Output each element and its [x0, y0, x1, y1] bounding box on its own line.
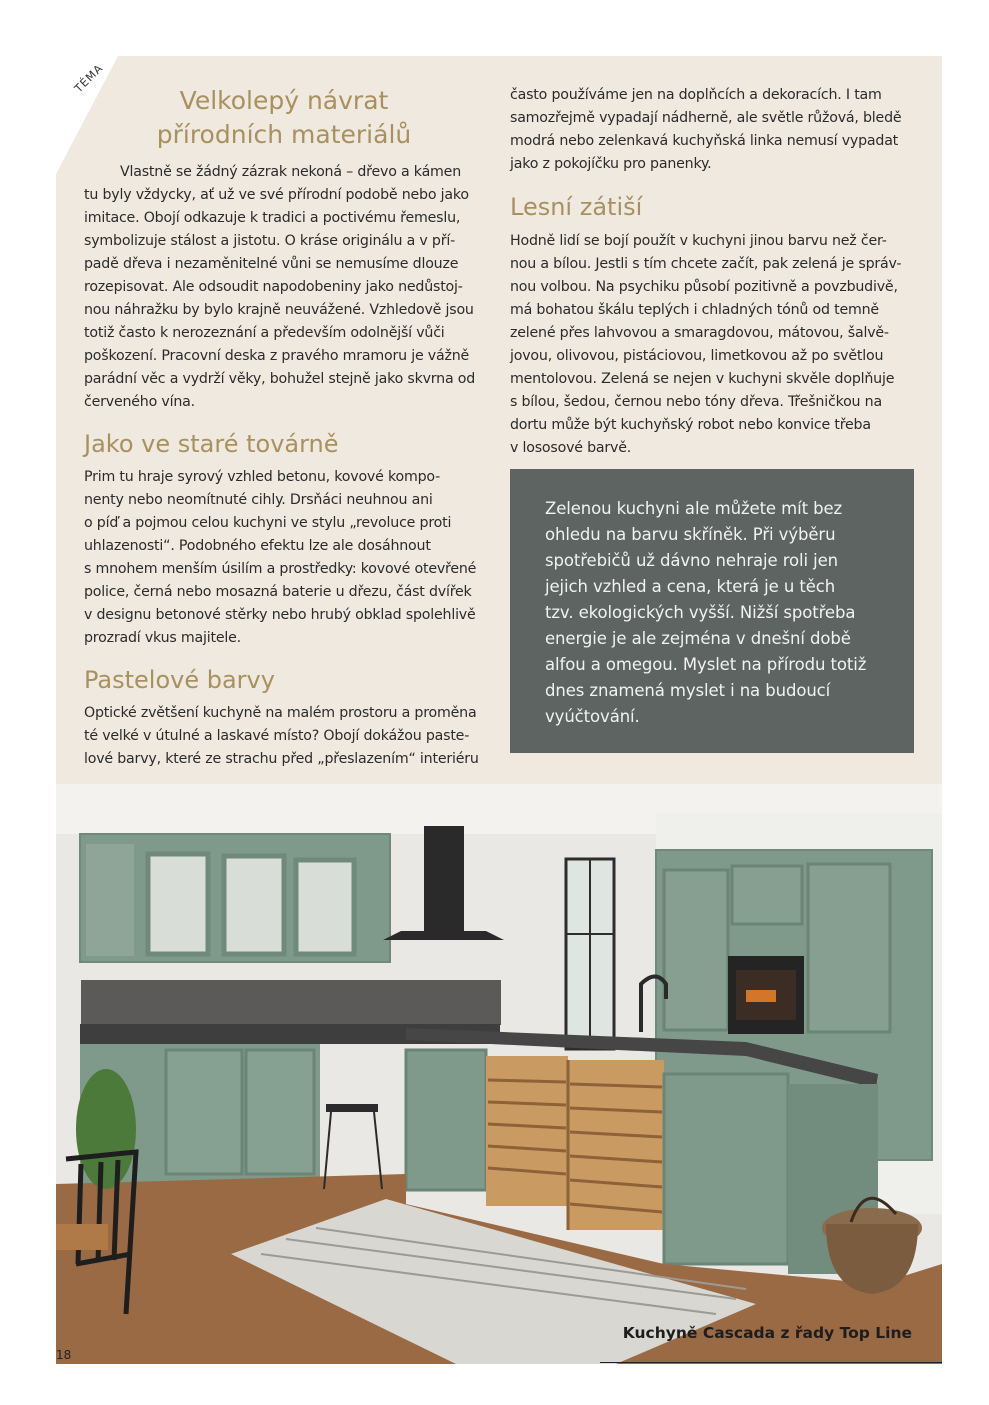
heading-jako-ve-stare-tovarne: Jako ve staré továrně: [84, 430, 339, 458]
heading-lesni-zatisi: Lesní zátiší: [510, 193, 643, 221]
kitchen-photo: [56, 784, 942, 1364]
caption-underline: [600, 1362, 942, 1363]
pullquote-text: Zelenou kuchyni ale můžete mít bez ohledu na barvu skříněk. Při výběru spotřebičů už dávno nehraje roli jen jejich vzhled a cena, která je u těch tzv. ekologických vyšší. Nižší spotřeba energie je ale zejména v dnešní době alfou a omegou. Myslet na přírodu totiž dnes znamená myslet i na budoucí vyúčtování.: [545, 499, 867, 726]
section3-paragraph: Hodně lidí se bojí použít v kuchyni jinou barvu než čer- nou a bílou. Jestli s tím chcete začít, pak zelená je správ- nou volbou. Na psychiku působí pozitivně a povzbudivě, má bohatou škálu teplých i chladných tónů od temně zelené přes lahvovou a smaragdovou, mátovou, šalvě- jovou, olivovou, pistáciovou, limetkovou až po světlou mentolovou. Zelená se nejen v kuchyni skvěle doplňuje s bílou, šedou, černou nebo tóny dřeva. Třešničkou na dortu může být kuchyňský robot nebo konvice třeba v lososové barvě.: [510, 233, 902, 456]
article-title: Velkolepý návrat přírodních materiálů: [156, 86, 412, 149]
section1-paragraph: Prim tu hraje syrový vzhled betonu, kovové kompo- nenty nebo neomítnuté cihly. Drsňáci neuhnou ani o píď a pojmou celou kuchyni ve stylu „revoluce proti uhlazenosti“. Podobného efektu lze ale dosáhnout s mnohem menším úsilím a prostředky: kovové otevřené police, černá nebo mosazná baterie u dřezu, část dvířek v designu betonové stěrky nebo hrubý obklad spolehlivě prozradí vkus majitele.: [84, 469, 477, 646]
intro-paragraph: Vlastně se žádný zázrak nekoná – dřevo a kámen tu byly vždycky, ať už ve své přírodní podobě nebo jako imitace. Obojí odkazuje k tradici a poctivému řemeslu, symbolizuje stálost a jistotu. O kráse originálu a v pří- padě dřeva i nezaměnitelné vůni se nemusíme dlouze rozepisovat. Ale odsoudit napodobeniny jako nedůstoj- nou náhražku by bylo krajně neuvážené. Vzhledově jsou totiž často k nerozeznání a především odolnější vůči poškození. Pracovní deska z pravého mramoru je vážně parádní věc a vydrží věky, bohužel stejně jako skvrna od červeného vína.: [84, 164, 476, 410]
photo-caption: Kuchyně Cascada z řady Top Line: [622, 1324, 912, 1342]
section2-continued-paragraph: často používáme jen na doplňcích a dekoracích. I tam samozřejmě vypadají nádherně, ale světle růžová, bledě modrá nebo zelenkavá kuchyňská linka nemusí vypadat jako z pokojíčku pro panenky.: [510, 87, 902, 172]
section2-paragraph: Optické zvětšení kuchyně na malém prostoru a proměna té velké v útulné a laskavé místo? Obojí dokážou paste- lové barvy, které ze strachu před „přeslazením“ interiéru: [84, 705, 479, 767]
pullquote-box: [510, 469, 914, 753]
right-column: [510, 84, 914, 460]
kitchen-illustration: [56, 784, 942, 1364]
section-tag: TÉMA: [72, 61, 106, 96]
left-column: [84, 84, 490, 771]
page-number: 18: [56, 1348, 72, 1362]
heading-pastelove-barvy: Pastelové barvy: [84, 666, 275, 694]
